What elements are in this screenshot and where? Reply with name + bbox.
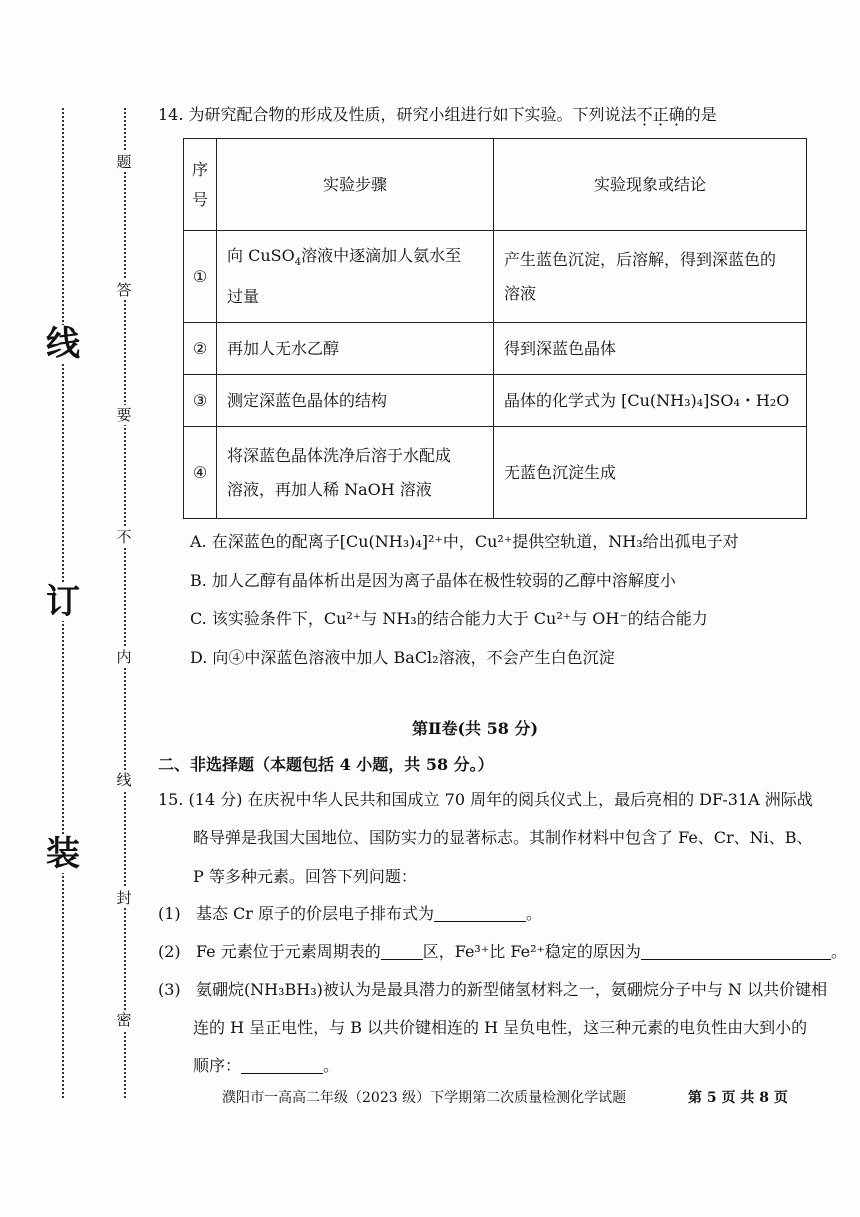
question-number: 14. xyxy=(158,105,184,124)
margin-small-char: 不 xyxy=(106,527,142,547)
table-header-row xyxy=(184,139,807,231)
question-14-stem xyxy=(158,104,717,126)
question-15-intro: 15. (14 分) 在庆祝中华人民共和国成立 70 周年的阅兵仪式上，最后亮相的 DF-31A 洲际战 xyxy=(158,790,813,809)
subquestion-text: Fe 元素位于元素周期表的 xyxy=(195,942,381,961)
margin-small-char: 要 xyxy=(106,405,142,425)
question-15-intro: 略导弹是我国大国地位、国防实力的显著标志。其制作材料中包含了 Fe、Cr、Ni、B、 xyxy=(193,828,813,847)
subquestion-2: (2) Fe 元素位于元素周期表的 区，Fe³⁺比 Fe²⁺稳定的原因为 。 xyxy=(158,942,847,961)
footer-page-number: 第 5 页 共 8 页 xyxy=(688,1090,788,1106)
emphasis-char: 不 xyxy=(636,105,653,124)
answer-blank[interactable] xyxy=(434,903,526,922)
option-b: B. 加人乙醇有晶体析出是因为离子晶体在极性较弱的乙醇中溶解度小 xyxy=(190,571,676,590)
option-d: D. 向④中深蓝色溶液中加人 BaCl₂溶液，不会产生白色沉淀 xyxy=(190,648,615,667)
row-number: ④ xyxy=(184,427,217,519)
row-result: 得到深蓝色晶体 xyxy=(494,323,807,375)
table-header-step: 实验步骤 xyxy=(217,139,494,231)
row-number: ① xyxy=(184,231,217,323)
question-stem-text: 为研究配合物的形成及性质，研究小组进行如下实验。下列说法 xyxy=(188,105,637,124)
margin-char-ding: 订 xyxy=(46,582,80,622)
margin-small-char: 线 xyxy=(106,770,142,790)
subquestion-3-line: 连的 H 呈正电性，与 B 以共价键相连的 H 呈负电性，这三种元素的电负性由大到小的 xyxy=(193,1018,808,1037)
table-header-seq: 序 号 xyxy=(184,139,217,231)
margin-small-char: 封 xyxy=(106,888,142,908)
row-step: 向 CuSO$_4$溶液中逐滴加人氨水至 过量 xyxy=(217,231,494,323)
part-title: 二、非选择题（本题包括 4 小题，共 58 分。） xyxy=(158,755,494,774)
row-number: ② xyxy=(184,323,217,375)
subquestion-3 xyxy=(158,979,827,1001)
option-a: A. 在深蓝色的配离子[Cu(NH₃)₄]²⁺中，Cu²⁺提供空轨道，NH₃给出孤电子对 xyxy=(190,532,739,551)
question-15-intro: P 等多种元素。回答下列问题： xyxy=(193,867,417,886)
answer-blank[interactable] xyxy=(241,1055,323,1074)
subquestion-number: (1) xyxy=(158,904,181,923)
row-step: 再加人无水乙醇 xyxy=(217,323,494,375)
table-row xyxy=(184,375,807,427)
row-result: 晶体的化学式为 [Cu(NH₃)₄]SO₄・H₂O xyxy=(494,375,807,427)
emphasis-char: 正 xyxy=(652,105,669,124)
table-row xyxy=(184,231,807,323)
subquestion-text: 基态 Cr 原子的价层电子排布式为 xyxy=(195,904,435,923)
row-result: 产生蓝色沉淀，后溶解，得到深蓝色的 溶液 xyxy=(494,231,807,323)
row-number: ③ xyxy=(184,375,217,427)
answer-blank[interactable] xyxy=(381,941,423,960)
margin-small-char: 题 xyxy=(106,152,142,172)
margin-small-char: 密 xyxy=(106,1010,142,1030)
experiment-table xyxy=(183,138,807,519)
emphasis-char: 确 xyxy=(668,105,685,124)
row-step: 测定深蓝色晶体的结构 xyxy=(217,375,494,427)
table-header-result: 实验现象或结论 xyxy=(494,139,807,231)
subquestion-number: (3) xyxy=(158,980,181,999)
volume-title: 第Ⅱ卷(共 58 分) xyxy=(412,719,539,738)
table-row xyxy=(184,427,807,519)
subquestion-number: (2) xyxy=(158,942,181,961)
option-c: C. 该实验条件下，Cu²⁺与 NH₃的结合能力大于 Cu²⁺与 OH⁻的结合能力 xyxy=(190,609,708,628)
margin-small-char: 答 xyxy=(106,280,142,300)
binding-line-inner xyxy=(124,108,126,1098)
subquestion-1: (1) 基态 Cr 原子的价层电子排布式为 。 xyxy=(158,904,543,923)
subquestion-3-line: 顺序： 。 xyxy=(193,1056,340,1075)
question-stem-text: 的是 xyxy=(684,105,717,124)
margin-char-zhuang: 装 xyxy=(46,834,80,874)
subquestion-text: 氨硼烷(NH₃BH₃)被认为是最具潜力的新型储氢材料之一，氨硼烷分子中与 N 以共价键相 xyxy=(195,980,828,999)
margin-char-xian: 线 xyxy=(46,324,80,364)
answer-blank[interactable] xyxy=(641,941,831,960)
row-result: 无蓝色沉淀生成 xyxy=(494,427,807,519)
margin-small-char: 内 xyxy=(106,647,142,667)
subquestion-text: 区，Fe³⁺比 Fe²⁺稳定的原因为 xyxy=(422,942,641,961)
footer-exam-title: 濮阳市一高高二年级（2023 级）下学期第二次质量检测化学试题 xyxy=(222,1090,627,1106)
table-row xyxy=(184,323,807,375)
row-step: 将深蓝色晶体洗净后溶于水配成 溶液，再加人稀 NaOH 溶液 xyxy=(217,427,494,519)
